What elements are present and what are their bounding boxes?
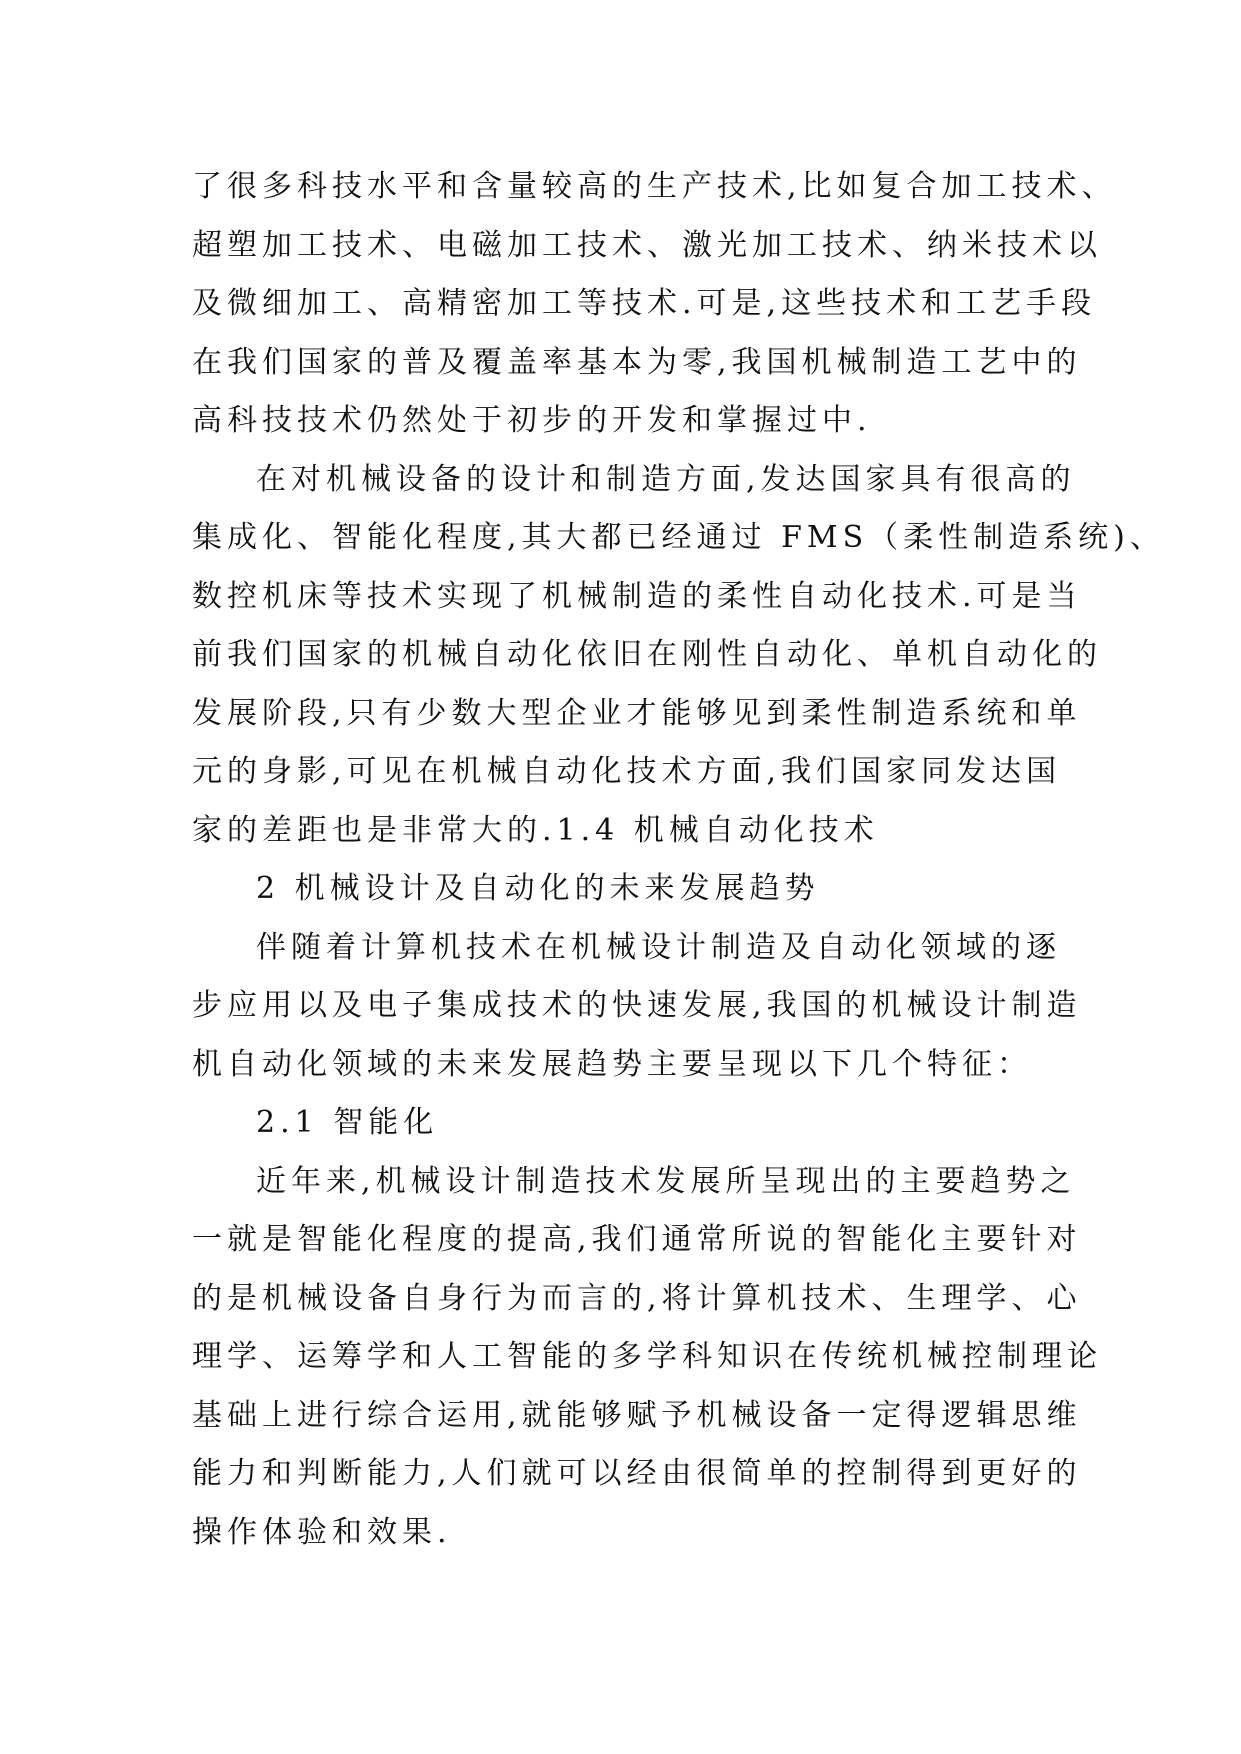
text-line: 家的差距也是非常大的.1.4 机械自动化技术	[192, 812, 879, 848]
text-line: 在我们国家的普及覆盖率基本为零,我国机械制造工艺中的	[192, 344, 1082, 380]
text-line: 超塑加工技术、电磁加工技术、激光加工技术、纳米技术以	[192, 227, 1102, 263]
text-line: 理学、运筹学和人工智能的多学科知识在传统机械控制理论	[192, 1339, 1102, 1374]
text-line: 了很多科技水平和含量较高的生产技术,比如复合加工技术、	[192, 169, 1117, 204]
text-line: 操作体验和效果.	[192, 1514, 452, 1550]
paragraph-first-line: 近年来,机械设计制造技术发展所呈现出的主要趋势之	[256, 1163, 1076, 1199]
text-line: 高科技技术仍然处于初步的开发和掌握过中.	[192, 403, 872, 438]
paragraph-first-line: 伴随着计算机技术在机械设计制造及自动化领域的逐	[256, 929, 1061, 965]
text-line: 一就是智能化程度的提高,我们通常所说的智能化主要针对	[192, 1222, 1082, 1257]
text-line: 能力和判断能力,人们就可以经由很简单的控制得到更好的	[192, 1456, 1082, 1491]
section-heading: 2 机械设计及自动化的未来发展趋势	[256, 871, 820, 906]
text-line: 集成化、智能化程度,其大都已经通过 FMS（柔性制造系统)、	[192, 520, 1165, 555]
text-line: 机自动化领域的未来发展趋势主要呈现以下几个特征：	[192, 1046, 1032, 1082]
text-line: 的是机械设备自身行为而言的,将计算机技术、生理学、心	[192, 1280, 1082, 1316]
text-line: 及微细加工、高精密加工等技术.可是,这些技术和工艺手段	[192, 286, 1097, 321]
text-line: 步应用以及电子集成技术的快速发展,我国的机械设计制造	[192, 988, 1082, 1023]
paragraph-first-line: 在对机械设备的设计和制造方面,发达国家具有很高的	[256, 461, 1076, 497]
text-line: 数控机床等技术实现了机械制造的柔性自动化技术.可是当	[192, 578, 1082, 614]
text-line: 前我们国家的机械自动化依旧在刚性自动化、单机自动化的	[192, 637, 1102, 672]
body-text	[192, 158, 1165, 1562]
text-line: 元的身影,可见在机械自动化技术方面,我们国家同发达国	[192, 754, 1062, 789]
subsection-heading: 2.1 智能化	[256, 1105, 439, 1140]
text-line: 发展阶段,只有少数大型企业才能够见到柔性制造系统和单	[192, 695, 1082, 731]
text-line: 基础上进行综合运用,就能够赋予机械设备一定得逻辑思维	[192, 1397, 1082, 1433]
